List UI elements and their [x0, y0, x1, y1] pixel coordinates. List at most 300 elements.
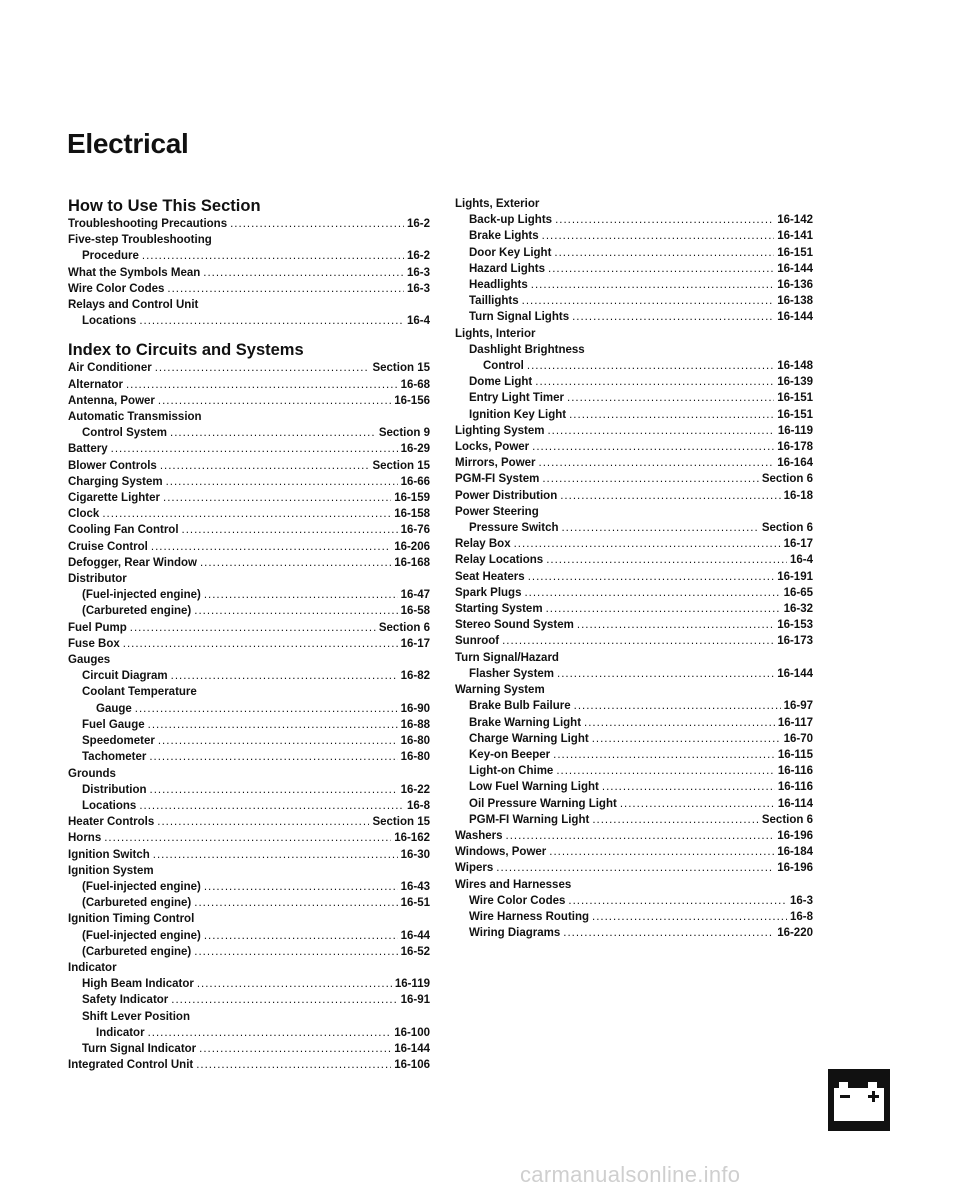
index-entry	[455, 358, 813, 374]
entry-page-ref: 16-196	[777, 862, 813, 875]
entry-page-ref: 16-68	[400, 378, 430, 391]
entry-page-ref: 16-139	[777, 376, 813, 389]
entry-label: Fuel Gauge	[82, 718, 145, 731]
index-entry	[68, 313, 430, 329]
entry-label: Heater Controls	[68, 816, 155, 829]
entry-label: Warning System	[455, 684, 545, 697]
right-column	[455, 196, 813, 941]
index-group-label	[68, 684, 430, 700]
entry-label: Circuit Diagram	[82, 670, 168, 683]
index-entry	[68, 490, 430, 506]
dot-leader	[548, 261, 774, 277]
entry-page-ref: 16-162	[394, 832, 430, 845]
entry-label: Blower Controls	[68, 459, 157, 472]
dot-leader	[542, 471, 759, 487]
entry-page-ref: 16-151	[777, 246, 813, 259]
dot-leader	[135, 701, 398, 717]
dot-leader	[574, 698, 781, 714]
entry-page-ref: 16-164	[777, 457, 813, 470]
entry-page-ref: 16-119	[394, 978, 430, 991]
entry-label: Washers	[455, 829, 503, 842]
dot-leader	[196, 1057, 391, 1073]
dot-leader	[549, 844, 774, 860]
entry-label: Turn Signal/Hazard	[455, 651, 559, 664]
entry-page-ref: 16-17	[783, 538, 813, 551]
entry-page-ref: 16-2	[406, 250, 430, 263]
entry-page-ref: 16-70	[783, 732, 813, 745]
entry-page-ref: 16-3	[406, 282, 430, 295]
entry-label: Door Key Light	[469, 246, 552, 259]
entry-label: Ignition Timing Control	[68, 913, 195, 926]
entry-page-ref: 16-115	[777, 748, 813, 761]
entry-page-ref: 16-8	[406, 799, 430, 812]
dot-leader	[522, 293, 775, 309]
index-entry	[68, 749, 430, 765]
index-entry	[455, 471, 813, 487]
entry-label: Entry Light Timer	[469, 392, 564, 405]
entry-label: Clock	[68, 508, 100, 521]
entry-label: Charge Warning Light	[469, 732, 589, 745]
index-entry	[455, 666, 813, 682]
entry-page-ref: 16-117	[777, 716, 813, 729]
entry-page-ref: Section 6	[378, 621, 430, 634]
entry-page-ref: 16-4	[789, 554, 813, 567]
dot-leader	[197, 976, 392, 992]
index-entry	[68, 425, 430, 441]
entry-label: Indicator	[68, 961, 117, 974]
index-entry	[68, 879, 430, 895]
dot-leader	[170, 425, 376, 441]
dot-leader	[546, 601, 781, 617]
dot-leader	[502, 633, 774, 649]
entry-label: Dashlight Brightness	[469, 343, 585, 356]
dot-leader	[155, 360, 370, 376]
entry-page-ref: 16-90	[400, 702, 430, 715]
entry-label: Troubleshooting Precautions	[68, 218, 228, 230]
entry-label: Shift Lever Position	[82, 1010, 190, 1023]
index-entry	[68, 1041, 430, 1057]
watermark-text: carmanualsonline.info	[520, 1162, 741, 1187]
dot-leader	[584, 715, 775, 731]
dot-leader	[557, 666, 774, 682]
index-entry	[455, 812, 813, 828]
entry-page-ref: 16-88	[400, 718, 430, 731]
entry-label: Wiring Diagrams	[469, 927, 561, 940]
dot-leader	[171, 668, 398, 684]
entry-page-ref: 16-80	[400, 751, 430, 764]
entry-page-ref: 16-29	[400, 443, 430, 456]
entry-label: Cooling Fan Control	[68, 524, 179, 537]
index-entry	[455, 909, 813, 925]
dot-leader	[528, 569, 775, 585]
index-entry	[455, 439, 813, 455]
index-entry	[455, 893, 813, 909]
entry-label: (Carbureted engine)	[82, 945, 192, 958]
index-group-label	[455, 326, 813, 342]
entry-label: Cigarette Lighter	[68, 492, 161, 505]
index-group-label	[455, 650, 813, 666]
entry-page-ref: 16-80	[400, 735, 430, 748]
index-entry	[68, 895, 430, 911]
dot-leader	[527, 358, 774, 374]
index-entry	[455, 261, 813, 277]
index-entry	[68, 636, 430, 652]
dot-leader	[496, 860, 774, 876]
entry-page-ref: 16-144	[777, 667, 813, 680]
index-entry	[455, 228, 813, 244]
entry-label: Locations	[82, 799, 137, 812]
index-entry	[455, 407, 813, 423]
index-group-label	[68, 409, 430, 425]
dot-leader	[592, 731, 781, 747]
index-group-label	[455, 342, 813, 358]
dot-leader	[160, 458, 370, 474]
index-entry	[68, 281, 430, 297]
entry-page-ref: 16-58	[400, 605, 430, 618]
entry-page-ref: 16-3	[789, 894, 813, 907]
entry-page-ref: 16-138	[777, 295, 813, 308]
entry-page-ref: 16-148	[777, 360, 813, 373]
entry-label: Key-on Beeper	[469, 748, 551, 761]
index-entry	[68, 216, 430, 232]
entry-label: Pressure Switch	[469, 522, 559, 535]
index-entry	[455, 309, 813, 325]
dot-leader	[104, 830, 391, 846]
entry-label: Wires and Harnesses	[455, 878, 572, 891]
index-group-label	[68, 297, 430, 313]
entry-page-ref: 16-97	[783, 700, 813, 713]
entry-page-ref: 16-43	[400, 880, 430, 893]
dot-leader	[563, 925, 774, 941]
dot-leader	[194, 603, 397, 619]
index-entry	[68, 701, 430, 717]
index-entry	[455, 844, 813, 860]
entry-page-ref: 16-156	[394, 394, 430, 407]
entry-page-ref: 16-100	[394, 1026, 430, 1039]
entry-label: Cruise Control	[68, 540, 148, 553]
entry-page-ref: 16-151	[777, 408, 813, 421]
index-group-label	[68, 1009, 430, 1025]
entry-label: Stereo Sound System	[455, 619, 574, 632]
index-entry	[455, 796, 813, 812]
entry-page-ref: 16-66	[400, 475, 430, 488]
entry-page-ref: Section 6	[761, 813, 813, 826]
dot-leader	[577, 617, 774, 633]
entry-page-ref: 16-136	[777, 279, 813, 292]
dot-leader	[514, 536, 781, 552]
index-entry	[455, 860, 813, 876]
entry-page-ref: 16-76	[400, 524, 430, 537]
index-entry	[455, 747, 813, 763]
index-entry	[68, 441, 430, 457]
entry-page-ref: 16-22	[400, 783, 430, 796]
dot-leader	[568, 893, 787, 909]
index-entry	[68, 522, 430, 538]
entry-label: Power Distribution	[455, 489, 558, 502]
dot-leader	[148, 717, 398, 733]
entry-page-ref: 16-116	[777, 781, 813, 794]
entry-label: Locations	[82, 315, 137, 328]
index-group-label	[68, 652, 430, 668]
index-entry	[455, 698, 813, 714]
entry-label: Brake Lights	[469, 230, 539, 243]
entry-page-ref: 16-52	[400, 945, 430, 958]
entry-label: Air Conditioner	[68, 362, 152, 375]
entry-page-ref: 16-32	[783, 603, 813, 616]
entry-page-ref: 16-82	[400, 670, 430, 683]
entry-label: Ignition System	[68, 864, 154, 877]
dot-leader	[149, 749, 397, 765]
entry-page-ref: 16-2	[406, 218, 430, 230]
dot-leader	[592, 909, 787, 925]
entry-page-ref: Section 15	[372, 459, 430, 472]
index-entry	[68, 587, 430, 603]
index-entry	[68, 393, 430, 409]
dot-leader	[102, 506, 391, 522]
entry-page-ref: 16-106	[394, 1059, 430, 1072]
entry-label: PGM-FI System	[455, 473, 540, 486]
index-entry	[68, 1025, 430, 1041]
entry-label: Back-up Lights	[469, 214, 553, 227]
index-group-label	[68, 766, 430, 782]
entry-label: Tachometer	[82, 751, 147, 764]
entry-page-ref: 16-191	[777, 570, 813, 583]
dot-leader	[535, 374, 774, 390]
dot-leader	[194, 944, 397, 960]
dot-leader	[199, 1041, 391, 1057]
dot-leader	[556, 763, 774, 779]
index-entry	[455, 423, 813, 439]
dot-leader	[139, 313, 404, 329]
left-column	[68, 196, 430, 1073]
dot-leader	[200, 555, 391, 571]
index-entry	[455, 763, 813, 779]
index-group-label	[455, 877, 813, 893]
entry-label: Taillights	[469, 295, 519, 308]
index-entry	[68, 1057, 430, 1073]
index-entry	[455, 779, 813, 795]
entry-page-ref: 16-18	[783, 489, 813, 502]
index-entry	[68, 668, 430, 684]
entry-label: Flasher System	[469, 667, 555, 680]
dot-leader	[561, 520, 758, 536]
index-entry	[455, 390, 813, 406]
entry-label: Safety Indicator	[82, 994, 169, 1007]
dot-leader	[151, 539, 391, 555]
dot-leader	[158, 733, 398, 749]
entry-page-ref: 16-8	[789, 910, 813, 923]
index-entry	[68, 360, 430, 376]
entry-label: Windows, Power	[455, 846, 547, 859]
index-entry	[68, 976, 430, 992]
dot-leader	[158, 393, 391, 409]
dot-leader	[524, 585, 780, 601]
entry-page-ref: Section 15	[372, 362, 430, 375]
entry-label: Integrated Control Unit	[68, 1059, 194, 1072]
entry-label: (Carbureted engine)	[82, 897, 192, 910]
dot-leader	[569, 407, 774, 423]
dot-leader	[111, 441, 398, 457]
entry-label: Charging System	[68, 475, 163, 488]
entry-page-ref: 16-158	[394, 508, 430, 521]
index-entry	[455, 374, 813, 390]
dot-leader	[204, 587, 398, 603]
section-heading: Index to Circuits and Systems	[68, 341, 304, 360]
entry-page-ref: 16-178	[777, 441, 813, 454]
entry-label: Control System	[82, 427, 167, 440]
entry-page-ref: 16-220	[777, 927, 813, 940]
dot-leader	[560, 488, 780, 504]
index-group-label	[455, 682, 813, 698]
entry-page-ref: 16-116	[777, 765, 813, 778]
index-entry	[68, 265, 430, 281]
index-entry	[68, 830, 430, 846]
entry-label: Coolant Temperature	[82, 686, 197, 699]
entry-page-ref: 16-142	[777, 214, 813, 227]
section-heading: How to Use This Section	[68, 197, 261, 215]
entry-page-ref: 16-159	[394, 492, 430, 505]
entry-page-ref: 16-173	[777, 635, 813, 648]
dot-leader	[547, 423, 774, 439]
index-group-label	[68, 960, 430, 976]
index-entry	[455, 455, 813, 471]
entry-label: Relay Box	[455, 538, 511, 551]
entry-label: Turn Signal Indicator	[82, 1042, 197, 1055]
entry-label: Hazard Lights	[469, 262, 546, 275]
index-entry	[68, 539, 430, 555]
entry-label: Oil Pressure Warning Light	[469, 797, 617, 810]
entry-label: Wire Harness Routing	[469, 910, 590, 923]
index-entry	[455, 617, 813, 633]
dot-leader	[539, 455, 775, 471]
index-entry	[68, 928, 430, 944]
entry-page-ref: 16-65	[783, 586, 813, 599]
entry-label: Battery	[68, 443, 108, 456]
entry-label: (Carbureted engine)	[82, 605, 192, 618]
dot-leader	[532, 439, 774, 455]
entry-label: Relays and Control Unit	[68, 299, 199, 312]
index-entry	[455, 569, 813, 585]
dot-leader	[204, 879, 398, 895]
entry-page-ref: 16-144	[777, 262, 813, 275]
dot-leader	[602, 779, 775, 795]
dot-leader	[572, 309, 774, 325]
index-entry	[455, 520, 813, 536]
entry-label: (Fuel-injected engine)	[82, 880, 201, 893]
entry-label: Ignition Key Light	[469, 408, 567, 421]
index-entry	[68, 248, 430, 264]
entry-page-ref: 16-184	[777, 846, 813, 859]
battery-icon	[834, 1079, 884, 1121]
entry-label: Automatic Transmission	[68, 411, 202, 424]
entry-label: Headlights	[469, 279, 528, 292]
entry-label: Speedometer	[82, 735, 155, 748]
index-entry	[455, 585, 813, 601]
entry-label: What the Symbols Mean	[68, 266, 201, 279]
dot-leader	[130, 620, 376, 636]
dot-leader	[153, 847, 398, 863]
entry-label: Ignition Switch	[68, 848, 150, 861]
index-entry	[68, 847, 430, 863]
entry-label: PGM-FI Warning Light	[469, 813, 590, 826]
entry-label: Turn Signal Lights	[469, 311, 570, 324]
entry-page-ref: 16-17	[400, 637, 430, 650]
index-entry	[455, 536, 813, 552]
entry-page-ref: 16-141	[777, 230, 813, 243]
entry-page-ref: 16-168	[394, 556, 430, 569]
index-entry	[455, 828, 813, 844]
dot-leader	[148, 1025, 392, 1041]
entry-label: (Fuel-injected engine)	[82, 589, 201, 602]
index-group-label	[68, 571, 430, 587]
dot-leader	[506, 828, 775, 844]
entry-page-ref: Section 9	[378, 427, 430, 440]
entry-label: Distributor	[68, 573, 127, 586]
index-entry	[68, 377, 430, 393]
entry-page-ref: 16-47	[400, 589, 430, 602]
entry-label: Brake Bulb Failure	[469, 700, 571, 713]
index-entry	[455, 277, 813, 293]
dot-leader	[554, 245, 774, 261]
entry-label: Fuel Pump	[68, 621, 127, 634]
index-group-label	[68, 863, 430, 879]
entry-page-ref: 16-153	[777, 619, 813, 632]
index-entry	[68, 474, 430, 490]
index-group-label	[68, 911, 430, 927]
index-entry	[455, 212, 813, 228]
index-entry	[455, 293, 813, 309]
entry-page-ref: Section 6	[761, 473, 813, 486]
entry-label: Spark Plugs	[455, 586, 522, 599]
entry-page-ref: 16-114	[777, 797, 813, 810]
entry-label: Five-step Troubleshooting	[68, 234, 212, 247]
dot-leader	[542, 228, 775, 244]
entry-label: Grounds	[68, 767, 116, 780]
entry-page-ref: 16-144	[777, 311, 813, 324]
dot-leader	[230, 216, 404, 232]
dot-leader	[204, 928, 398, 944]
index-entry	[455, 715, 813, 731]
entry-page-ref: 16-51	[400, 897, 430, 910]
dot-leader	[126, 377, 398, 393]
entry-page-ref: 16-151	[777, 392, 813, 405]
dot-leader	[194, 895, 397, 911]
entry-page-ref: 16-44	[400, 929, 430, 942]
entry-label: Starting System	[455, 603, 543, 616]
entry-label: Wire Color Codes	[68, 282, 165, 295]
entry-page-ref: Section 15	[372, 816, 430, 829]
entry-label: Gauge	[96, 702, 132, 715]
entry-label: Gauges	[68, 654, 111, 667]
entry-label: Low Fuel Warning Light	[469, 781, 599, 794]
entry-page-ref: 16-3	[406, 266, 430, 279]
entry-label: Light-on Chime	[469, 765, 554, 778]
index-entry	[68, 603, 430, 619]
entry-label: Lighting System	[455, 424, 545, 437]
entry-label: Control	[483, 360, 524, 373]
index-entry	[68, 458, 430, 474]
index-group-label	[455, 196, 813, 212]
dot-leader	[167, 281, 404, 297]
dot-leader	[182, 522, 398, 538]
entry-label: Relay Locations	[455, 554, 544, 567]
index-entry	[68, 782, 430, 798]
index-entry	[68, 992, 430, 1008]
dot-leader	[139, 798, 404, 814]
dot-leader	[531, 277, 774, 293]
index-entry	[68, 717, 430, 733]
entry-label: Seat Heaters	[455, 570, 525, 583]
